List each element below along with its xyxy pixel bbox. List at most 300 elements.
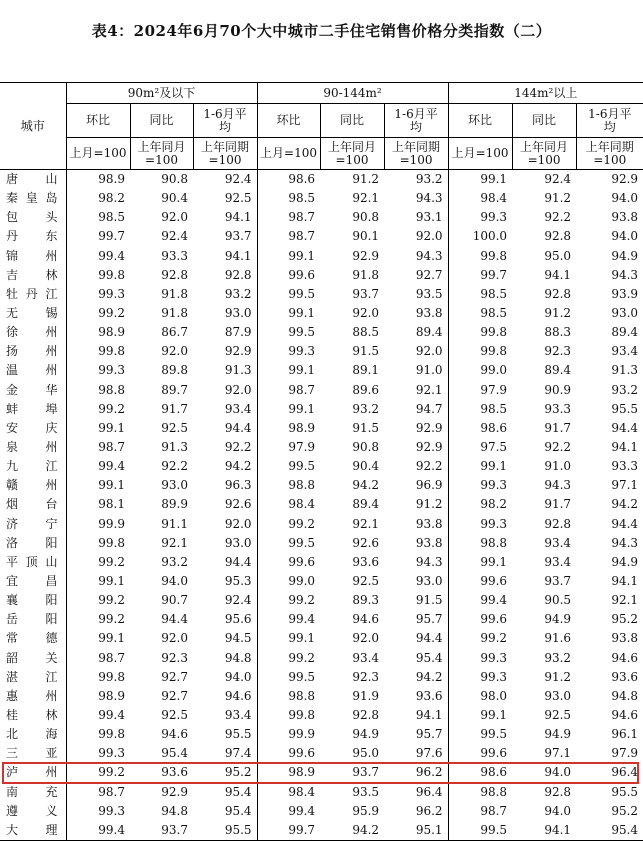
value-cell: 92.8 xyxy=(161,267,188,282)
value-cell: 90.4 xyxy=(161,191,188,206)
value-cell: 91.2 xyxy=(352,172,380,187)
value-cell: 93.7 xyxy=(544,574,572,589)
value-cell: 93.4 xyxy=(193,400,257,419)
value-cell: 92.0 xyxy=(352,631,380,646)
value-cell: 94.0 xyxy=(544,803,572,818)
value-cell: 93.7 xyxy=(352,286,380,301)
group-header-small xyxy=(66,83,257,104)
col-subheader: 上年同月=100 xyxy=(320,138,384,170)
value-cell: 98.0 xyxy=(480,688,508,703)
value-cell: 99.5 xyxy=(288,535,316,550)
table-row xyxy=(0,783,643,802)
value-cell: 93.7 xyxy=(130,821,193,841)
value-cell: 95.2 xyxy=(611,803,639,818)
value-cell: 98.7 xyxy=(98,784,125,799)
value-cell: 98.2 xyxy=(480,497,508,512)
col-subheader: 上年同期=100 xyxy=(384,138,448,170)
value-cell: 99.1 xyxy=(98,574,125,589)
table-row xyxy=(0,687,643,706)
value-cell: 95.1 xyxy=(384,821,448,841)
col-subheader: 上月=100 xyxy=(66,138,130,170)
value-cell: 92.3 xyxy=(352,669,380,684)
value-cell: 92.9 xyxy=(611,172,639,187)
city-name: 桂林 xyxy=(0,706,66,725)
value-cell: 99.5 xyxy=(288,325,316,340)
value-cell: 91.3 xyxy=(161,440,188,455)
table-row xyxy=(0,649,643,668)
value-cell: 91.7 xyxy=(544,497,572,512)
value-cell: 99.3 xyxy=(480,669,508,684)
page-title: 表4：2024年6月70个大中城市二手住宅销售价格分类指数（二） xyxy=(91,22,552,40)
value-cell: 91.5 xyxy=(352,420,380,435)
table-row xyxy=(0,591,643,610)
table-row xyxy=(0,361,643,380)
table-row xyxy=(0,381,643,400)
value-cell: 97.1 xyxy=(611,478,639,493)
value-cell: 90.8 xyxy=(352,440,380,455)
value-cell: 99.5 xyxy=(288,286,316,301)
city-name: 南充 xyxy=(0,783,66,802)
value-cell: 93.2 xyxy=(193,285,257,304)
value-cell: 99.1 xyxy=(288,401,316,416)
value-cell: 99.8 xyxy=(480,248,508,263)
city-name: 济宁 xyxy=(0,515,66,534)
value-cell: 92.6 xyxy=(352,535,380,550)
value-cell: 99.3 xyxy=(288,344,316,359)
value-cell: 95.4 xyxy=(193,783,257,802)
value-cell: 95.2 xyxy=(611,612,639,627)
value-cell: 99.1 xyxy=(288,631,316,646)
value-cell: 93.3 xyxy=(611,459,639,474)
value-cell: 93.8 xyxy=(384,534,448,553)
value-cell: 99.3 xyxy=(480,210,508,225)
value-cell: 92.0 xyxy=(161,210,188,225)
value-cell: 99.8 xyxy=(288,708,316,722)
value-cell: 95.5 xyxy=(193,725,257,744)
table-row xyxy=(0,706,643,725)
value-cell: 91.2 xyxy=(384,495,448,514)
city-name: 大理 xyxy=(0,821,66,841)
value-cell: 95.0 xyxy=(544,248,572,263)
value-cell: 99.3 xyxy=(98,803,125,818)
value-cell: 99.2 xyxy=(480,631,508,646)
value-cell: 94.6 xyxy=(611,708,639,722)
value-cell: 90.8 xyxy=(352,210,380,225)
value-cell: 92.8 xyxy=(544,784,572,799)
group-header-mid xyxy=(257,83,448,104)
value-cell: 99.5 xyxy=(480,727,508,742)
value-cell: 98.7 xyxy=(288,229,316,244)
col-header: 1-6月平均 xyxy=(576,104,643,138)
value-cell: 86.7 xyxy=(161,325,188,340)
value-cell: 92.8 xyxy=(544,286,572,301)
value-cell: 91.2 xyxy=(544,191,572,206)
value-cell: 96.1 xyxy=(611,727,639,742)
table-row xyxy=(0,668,643,687)
value-cell: 90.1 xyxy=(352,229,380,244)
value-cell: 94.0 xyxy=(611,229,639,244)
value-cell: 94.1 xyxy=(384,706,448,725)
value-cell: 98.8 xyxy=(98,382,125,397)
city-name: 北海 xyxy=(0,725,66,744)
value-cell: 91.6 xyxy=(544,631,572,646)
value-cell: 96.2 xyxy=(384,763,448,782)
value-cell: 99.7 xyxy=(257,821,320,841)
col-header: 环比 xyxy=(448,104,512,138)
value-cell: 93.7 xyxy=(193,227,257,246)
value-cell: 93.6 xyxy=(161,765,188,780)
value-cell: 98.8 xyxy=(288,478,316,493)
value-cell: 91.3 xyxy=(193,361,257,380)
value-cell: 99.6 xyxy=(288,554,316,569)
city-header: 城市 xyxy=(0,83,66,170)
value-cell: 92.8 xyxy=(544,229,572,244)
group-header-large xyxy=(448,83,643,104)
value-cell: 97.9 xyxy=(480,382,508,397)
city-name: 徐州 xyxy=(0,323,66,342)
table-row xyxy=(0,725,643,744)
value-cell: 94.5 xyxy=(193,629,257,648)
value-cell: 89.3 xyxy=(352,593,380,608)
value-cell: 98.8 xyxy=(480,535,508,550)
city-name: 烟台 xyxy=(0,495,66,514)
value-cell: 91.8 xyxy=(161,286,188,301)
value-cell: 89.1 xyxy=(352,363,380,378)
value-cell: 93.8 xyxy=(611,631,639,646)
city-name: 唐山 xyxy=(0,170,66,190)
value-cell: 99.2 xyxy=(98,554,125,569)
value-cell: 98.4 xyxy=(288,784,316,799)
value-cell: 99.1 xyxy=(288,306,316,321)
value-cell: 93.5 xyxy=(384,285,448,304)
city-name: 湛江 xyxy=(0,668,66,687)
value-cell: 98.8 xyxy=(288,688,316,703)
city-name: 泸州 xyxy=(0,763,66,782)
value-cell: 99.0 xyxy=(480,363,508,378)
table-row xyxy=(0,285,643,304)
value-cell: 95.7 xyxy=(384,610,448,629)
value-cell: 94.3 xyxy=(611,267,639,282)
city-name: 吉林 xyxy=(0,266,66,285)
value-cell: 98.9 xyxy=(98,172,125,187)
value-cell: 94.2 xyxy=(193,457,257,476)
value-cell: 95.5 xyxy=(193,821,257,841)
value-cell: 99.6 xyxy=(480,746,508,761)
value-cell: 99.2 xyxy=(98,593,125,608)
value-cell: 91.1 xyxy=(161,516,188,531)
value-cell: 94.4 xyxy=(161,612,188,627)
group-header-large-label: 144m²以上 xyxy=(514,85,578,100)
value-cell: 92.1 xyxy=(161,535,188,550)
value-cell: 99.2 xyxy=(288,516,316,531)
value-cell: 99.3 xyxy=(98,746,125,761)
value-cell: 92.8 xyxy=(193,266,257,285)
col-subheader: 上年同期=100 xyxy=(193,138,257,170)
value-cell: 95.4 xyxy=(576,821,643,841)
value-cell: 99.9 xyxy=(288,727,316,742)
value-cell: 91.2 xyxy=(544,669,572,684)
value-cell: 98.6 xyxy=(480,420,508,435)
value-cell: 90.9 xyxy=(544,382,572,397)
value-cell: 99.1 xyxy=(480,708,508,722)
value-cell: 99.8 xyxy=(98,535,125,550)
value-cell: 98.6 xyxy=(288,172,316,187)
city-name: 锦州 xyxy=(0,247,66,266)
value-cell: 94.4 xyxy=(611,420,639,435)
city-name: 丹东 xyxy=(0,227,66,246)
value-cell: 94.3 xyxy=(544,478,572,493)
value-cell: 94.0 xyxy=(544,765,572,780)
value-cell: 95.9 xyxy=(352,803,380,818)
value-cell: 89.4 xyxy=(544,363,572,378)
value-cell: 93.0 xyxy=(544,688,572,703)
value-cell: 93.8 xyxy=(384,304,448,323)
city-name: 赣州 xyxy=(0,476,66,495)
value-cell: 92.0 xyxy=(161,631,188,646)
value-cell: 98.5 xyxy=(98,210,125,225)
value-cell: 91.9 xyxy=(352,688,380,703)
value-cell: 93.0 xyxy=(193,304,257,323)
value-cell: 92.5 xyxy=(544,708,572,722)
value-cell: 92.7 xyxy=(161,688,188,703)
value-cell: 92.5 xyxy=(352,574,380,589)
value-cell: 93.2 xyxy=(611,382,639,397)
city-name: 包头 xyxy=(0,208,66,227)
value-cell: 91.0 xyxy=(544,459,572,474)
value-cell: 94.2 xyxy=(384,668,448,687)
value-cell: 93.4 xyxy=(544,535,572,550)
city-name: 金华 xyxy=(0,381,66,400)
value-cell: 89.8 xyxy=(161,363,188,378)
value-cell: 92.2 xyxy=(384,457,448,476)
value-cell: 98.5 xyxy=(480,401,508,416)
value-cell: 91.7 xyxy=(544,420,572,435)
value-cell: 99.0 xyxy=(288,574,316,589)
value-cell: 93.1 xyxy=(384,208,448,227)
value-cell: 91.5 xyxy=(352,344,380,359)
value-cell: 99.6 xyxy=(480,574,508,589)
value-cell: 94.1 xyxy=(193,208,257,227)
value-cell: 98.7 xyxy=(288,382,316,397)
value-cell: 94.0 xyxy=(193,668,257,687)
city-name: 襄阳 xyxy=(0,591,66,610)
value-cell: 99.4 xyxy=(98,708,125,722)
value-cell: 92.0 xyxy=(352,306,380,321)
value-cell: 93.6 xyxy=(384,687,448,706)
city-name: 九江 xyxy=(0,457,66,476)
value-cell: 94.4 xyxy=(384,629,448,648)
value-cell: 95.0 xyxy=(352,746,380,761)
value-cell: 94.9 xyxy=(352,727,380,742)
col-header: 1-6月平均 xyxy=(384,104,448,138)
value-cell: 95.4 xyxy=(161,746,188,761)
table-row xyxy=(0,457,643,476)
table-row xyxy=(0,304,643,323)
value-cell: 90.5 xyxy=(544,593,572,608)
value-cell: 99.3 xyxy=(480,516,508,531)
value-cell: 92.4 xyxy=(161,229,188,244)
value-cell: 92.9 xyxy=(384,438,448,457)
value-cell: 93.4 xyxy=(352,650,380,665)
value-cell: 98.8 xyxy=(480,784,508,799)
value-cell: 94.1 xyxy=(611,440,639,455)
value-cell: 95.4 xyxy=(193,802,257,821)
col-header: 同比 xyxy=(512,104,576,138)
city-name: 泉州 xyxy=(0,438,66,457)
value-cell: 92.2 xyxy=(544,440,572,455)
value-cell: 99.6 xyxy=(480,612,508,627)
value-cell: 92.6 xyxy=(193,495,257,514)
col-subheader: 上月=100 xyxy=(448,138,512,170)
value-cell: 92.0 xyxy=(384,342,448,361)
value-cell: 94.9 xyxy=(611,554,639,569)
city-name: 韶关 xyxy=(0,649,66,668)
value-cell: 93.0 xyxy=(611,306,639,321)
value-cell: 90.7 xyxy=(161,593,188,608)
value-cell: 96.9 xyxy=(384,476,448,495)
table-row xyxy=(0,610,643,629)
value-cell: 98.9 xyxy=(98,325,125,340)
value-cell: 98.7 xyxy=(480,803,508,818)
value-cell: 99.1 xyxy=(288,248,316,263)
group-header-small-label: 90m²及以下 xyxy=(127,85,196,100)
value-cell: 99.8 xyxy=(98,669,125,684)
value-cell: 94.8 xyxy=(193,649,257,668)
value-cell: 93.0 xyxy=(161,478,188,493)
value-cell: 99.4 xyxy=(98,248,125,263)
table-row xyxy=(0,515,643,534)
value-cell: 92.2 xyxy=(161,459,188,474)
value-cell: 93.6 xyxy=(611,669,639,684)
price-index-table xyxy=(0,82,643,841)
col-subheader: 上年同月=100 xyxy=(512,138,576,170)
value-cell: 99.2 xyxy=(98,306,125,321)
value-cell: 97.1 xyxy=(544,746,572,761)
value-cell: 94.6 xyxy=(352,612,380,627)
value-cell: 98.4 xyxy=(480,191,508,206)
value-cell: 92.2 xyxy=(544,210,572,225)
value-cell: 99.1 xyxy=(98,631,125,646)
value-cell: 99.1 xyxy=(98,478,125,493)
value-cell: 94.4 xyxy=(193,419,257,438)
city-name: 三亚 xyxy=(0,744,66,763)
value-cell: 88.3 xyxy=(544,325,572,340)
value-cell: 93.2 xyxy=(384,170,448,190)
value-cell: 92.1 xyxy=(352,191,380,206)
col-subheader: 上年同月=100 xyxy=(130,138,193,170)
value-cell: 93.8 xyxy=(384,515,448,534)
value-cell: 95.6 xyxy=(193,610,257,629)
value-cell: 96.2 xyxy=(384,802,448,821)
value-cell: 92.2 xyxy=(193,438,257,457)
value-cell: 94.1 xyxy=(611,574,639,589)
value-cell: 93.2 xyxy=(161,554,188,569)
value-cell: 91.8 xyxy=(161,306,188,321)
value-cell: 90.4 xyxy=(352,459,380,474)
value-cell: 99.2 xyxy=(98,612,125,627)
value-cell: 99.4 xyxy=(98,459,125,474)
value-cell: 91.0 xyxy=(384,361,448,380)
value-cell: 99.5 xyxy=(288,459,316,474)
value-cell: 92.9 xyxy=(161,784,188,799)
table-row xyxy=(0,553,643,572)
city-name: 安庆 xyxy=(0,419,66,438)
city-name: 平顶山 xyxy=(0,553,66,572)
value-cell: 91.2 xyxy=(544,306,572,321)
value-cell: 89.4 xyxy=(611,325,639,340)
value-cell: 97.5 xyxy=(480,440,508,455)
value-cell: 99.5 xyxy=(448,821,512,841)
value-cell: 99.8 xyxy=(480,344,508,359)
value-cell: 92.5 xyxy=(161,708,188,722)
value-cell: 94.3 xyxy=(384,247,448,266)
value-cell: 99.3 xyxy=(98,363,125,378)
value-cell: 93.2 xyxy=(544,650,572,665)
value-cell: 92.1 xyxy=(611,593,639,608)
value-cell: 93.4 xyxy=(611,344,639,359)
table-row xyxy=(0,763,643,782)
value-cell: 99.1 xyxy=(98,420,125,435)
table-row xyxy=(0,438,643,457)
value-cell: 92.5 xyxy=(161,420,188,435)
value-cell: 99.3 xyxy=(480,478,508,493)
city-name: 温州 xyxy=(0,361,66,380)
value-cell: 93.4 xyxy=(193,706,257,725)
value-cell: 98.7 xyxy=(288,210,316,225)
value-cell: 92.7 xyxy=(384,266,448,285)
value-cell: 99.3 xyxy=(98,286,125,301)
value-cell: 93.8 xyxy=(611,210,639,225)
value-cell: 99.7 xyxy=(480,267,508,282)
table-row xyxy=(0,323,643,342)
table-row xyxy=(0,534,643,553)
value-cell: 89.4 xyxy=(352,497,380,512)
value-cell: 92.0 xyxy=(161,344,188,359)
value-cell: 99.2 xyxy=(288,650,316,665)
value-cell: 91.8 xyxy=(352,267,380,282)
value-cell: 92.4 xyxy=(193,591,257,610)
value-cell: 99.9 xyxy=(98,516,125,531)
value-cell: 99.1 xyxy=(480,554,508,569)
value-cell: 98.9 xyxy=(98,688,125,703)
col-header: 1-6月平均 xyxy=(193,104,257,138)
table-row xyxy=(0,208,643,227)
value-cell: 95.3 xyxy=(193,572,257,591)
value-cell: 93.3 xyxy=(544,401,572,416)
value-cell: 99.1 xyxy=(288,363,316,378)
value-cell: 99.4 xyxy=(480,593,508,608)
value-cell: 99.8 xyxy=(98,727,125,742)
table-row xyxy=(0,400,643,419)
value-cell: 93.6 xyxy=(352,554,380,569)
value-cell: 94.4 xyxy=(193,553,257,572)
value-cell: 92.9 xyxy=(352,248,380,263)
value-cell: 99.8 xyxy=(98,267,125,282)
value-cell: 97.9 xyxy=(611,746,639,761)
value-cell: 92.7 xyxy=(161,669,188,684)
value-cell: 93.9 xyxy=(611,286,639,301)
value-cell: 92.0 xyxy=(193,381,257,400)
value-cell: 94.0 xyxy=(161,574,188,589)
value-cell: 92.9 xyxy=(384,419,448,438)
table-row xyxy=(0,189,643,208)
value-cell: 94.9 xyxy=(544,727,572,742)
value-cell: 96.4 xyxy=(611,765,639,780)
col-header: 同比 xyxy=(320,104,384,138)
city-name: 惠州 xyxy=(0,687,66,706)
value-cell: 99.3 xyxy=(480,650,508,665)
value-cell: 92.4 xyxy=(193,170,257,190)
